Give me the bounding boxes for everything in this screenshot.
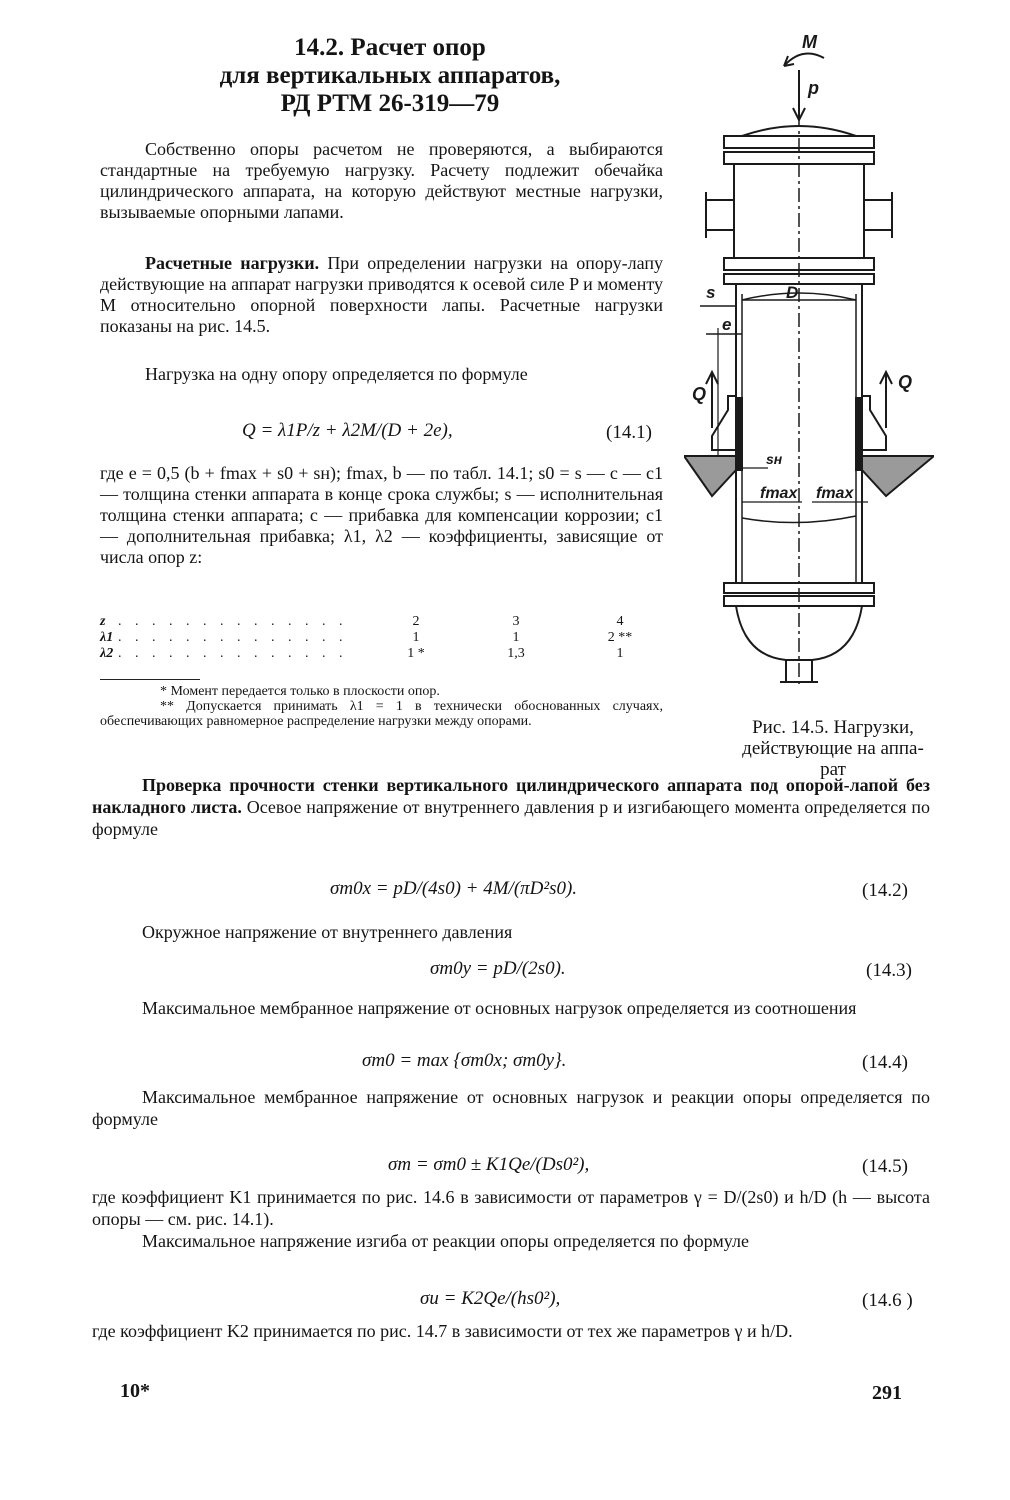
caption-line-2: действующие на аппа-	[742, 738, 924, 759]
cell-value: 1,3	[507, 646, 525, 661]
section-title	[180, 34, 600, 118]
paragraph-k1	[92, 1186, 930, 1252]
row-dots: . . . . . . . . . . . . . .	[118, 630, 348, 645]
label-fmax-right: fmax	[816, 485, 854, 502]
paragraph-strength-check	[92, 774, 930, 840]
cell-value: 4	[616, 614, 624, 629]
figure-caption	[718, 717, 948, 780]
cell-value: 1	[512, 630, 520, 645]
nozzle-left	[706, 200, 734, 230]
formula-14-5-number: (14.5)	[862, 1156, 908, 1177]
paragraph-5-body: Осевое напряжение от внутреннего давления p и изгибающего момента определяется по формуле	[92, 797, 930, 839]
page-number: 291	[872, 1382, 902, 1404]
row-label: λ2	[100, 646, 114, 661]
label-q-right: Q	[898, 372, 913, 392]
paragraph-intro	[100, 139, 663, 223]
table-row	[100, 614, 663, 630]
cell-value: 1	[616, 646, 624, 661]
formula-14-2: σm0x = pD/(4s0) + 4M/(πD²s0).	[330, 878, 578, 899]
support-lug-right	[862, 396, 886, 450]
base-left	[684, 456, 736, 496]
cell-value: 3	[512, 614, 520, 629]
footnote-1: * Момент передается только в плоскости опор.	[160, 684, 440, 699]
formula-14-4: σm0 = max {σm0x; σm0y}.	[362, 1050, 567, 1071]
nozzle-right	[864, 200, 892, 230]
row-dots: . . . . . . . . . . . . . .	[118, 614, 348, 629]
cell-value: 2 **	[607, 630, 633, 645]
base-right	[862, 456, 934, 496]
cell-value: 1 *	[407, 646, 425, 661]
formula-14-6-number: (14.6 )	[862, 1290, 913, 1311]
paragraph-formula-intro	[100, 364, 663, 385]
table-row	[100, 646, 663, 662]
formula-14-1-number: (14.1)	[606, 422, 652, 443]
row-label: z	[100, 614, 106, 629]
label-e: e	[722, 315, 732, 334]
footnote-rule	[100, 679, 200, 680]
cell-value: 1	[412, 630, 420, 645]
footnote-2: ** Допускается принимать λ1 = 1 в технически обоснованных случаях, обеспечивающих равномерное распределение нагрузки между опорами.	[100, 699, 663, 729]
paragraph-1: Собственно опоры расчетом не проверяются, а выбираются стандартные на требуемую нагрузку. Расчету подлежит обечайка цилиндрического аппарата, на которую действуют местные нагрузки, вызываемые опорными лапами.	[100, 139, 663, 222]
formula-14-3-number: (14.3)	[866, 960, 912, 981]
label-sn: sн	[766, 451, 783, 467]
paragraph-4: где e = 0,5 (b + fmax + s0 + sн); fmax, b — по табл. 14.1; s0 = s — c — c1 — толщина стенки аппарата в конце срока службы; s — исполнительная толщина стенки аппарата; c — прибавка для компенсации коррозии; c1 — дополнительная прибавка; λ1, λ2 — коэффициенты, зависящие от числа опор z:	[100, 463, 663, 567]
row-dots: . . . . . . . . . . . . . .	[118, 646, 348, 661]
paragraph-hoop	[92, 921, 930, 943]
paragraph-5-heading: Проверка прочности стенки вертикального цилиндрического аппарата под опорой-лапой без накладного листа.	[92, 775, 930, 817]
formula-14-2-number: (14.2)	[862, 880, 908, 901]
label-m: M	[802, 32, 817, 52]
paragraph-2-heading: Расчетные нагрузки.	[145, 253, 320, 273]
figure-apparatus-loads	[684, 28, 934, 696]
paragraph-membrane-reaction	[92, 1086, 930, 1130]
caption-line-1: Рис. 14.5. Нагрузки,	[752, 717, 914, 738]
cell-value: 2	[412, 614, 420, 629]
paragraph-2-body: При определении нагрузки на опору-лапу действующие на аппарат нагрузки приводятся к осевой силе P и моменту M относительно опорной поверхности лапы. Расчетные нагрузки показаны на рис. 14.5.	[100, 253, 663, 336]
coefficient-table	[100, 614, 663, 662]
row-label: λ1	[100, 630, 114, 645]
paragraph-where	[100, 463, 663, 568]
paragraph-9b: Максимальное напряжение изгиба от реакции опоры определяется по формуле	[142, 1231, 749, 1251]
paragraph-6: Окружное напряжение от внутреннего давления	[142, 922, 513, 942]
title-line-3: РД РТМ 26-319—79	[280, 90, 500, 117]
table-footnotes	[100, 684, 663, 729]
formula-14-4-number: (14.4)	[862, 1052, 908, 1073]
formula-14-5: σm = σm0 ± K1Qe/(Ds0²),	[388, 1154, 590, 1175]
paragraph-membrane	[92, 997, 930, 1019]
formula-14-1: Q = λ1P/z + λ2M/(D + 2e),	[242, 420, 453, 441]
paragraph-8: Максимальное мембранное напряжение от основных нагрузок и реакции опоры определяется по формуле	[92, 1087, 930, 1129]
paragraph-3: Нагрузка на одну опору определяется по формуле	[145, 364, 528, 384]
support-lug-left	[712, 396, 736, 450]
paragraph-9a: где коэффициент K1 принимается по рис. 14.6 в зависимости от параметров γ = D/(2s0) и h/D (h — высота опоры — см. рис. 14.1).	[92, 1187, 930, 1229]
title-line-1: 14.2. Расчет опор	[294, 34, 486, 61]
label-d: D	[786, 283, 799, 302]
table-row	[100, 630, 663, 646]
label-s: s	[706, 283, 716, 302]
paragraph-7: Максимальное мембранное напряжение от основных нагрузок определяется из соотношения	[142, 998, 857, 1018]
signature-mark: 10*	[120, 1380, 150, 1402]
title-line-2: для вертикальных аппаратов,	[219, 62, 561, 89]
paragraph-loads	[100, 253, 663, 337]
formula-14-6: σи = K2Qe/(hs0²),	[420, 1288, 561, 1309]
label-fmax-left: fmax	[760, 485, 798, 502]
formula-14-3: σm0y = pD/(2s0).	[430, 958, 566, 979]
label-p: p	[808, 78, 819, 98]
paragraph-k2	[92, 1320, 930, 1342]
label-q-left: Q	[692, 384, 707, 404]
paragraph-10: где коэффициент K2 принимается по рис. 14.7 в зависимости от тех же параметров γ и h/D.	[92, 1321, 793, 1341]
caption-line-3: рат	[820, 759, 846, 780]
